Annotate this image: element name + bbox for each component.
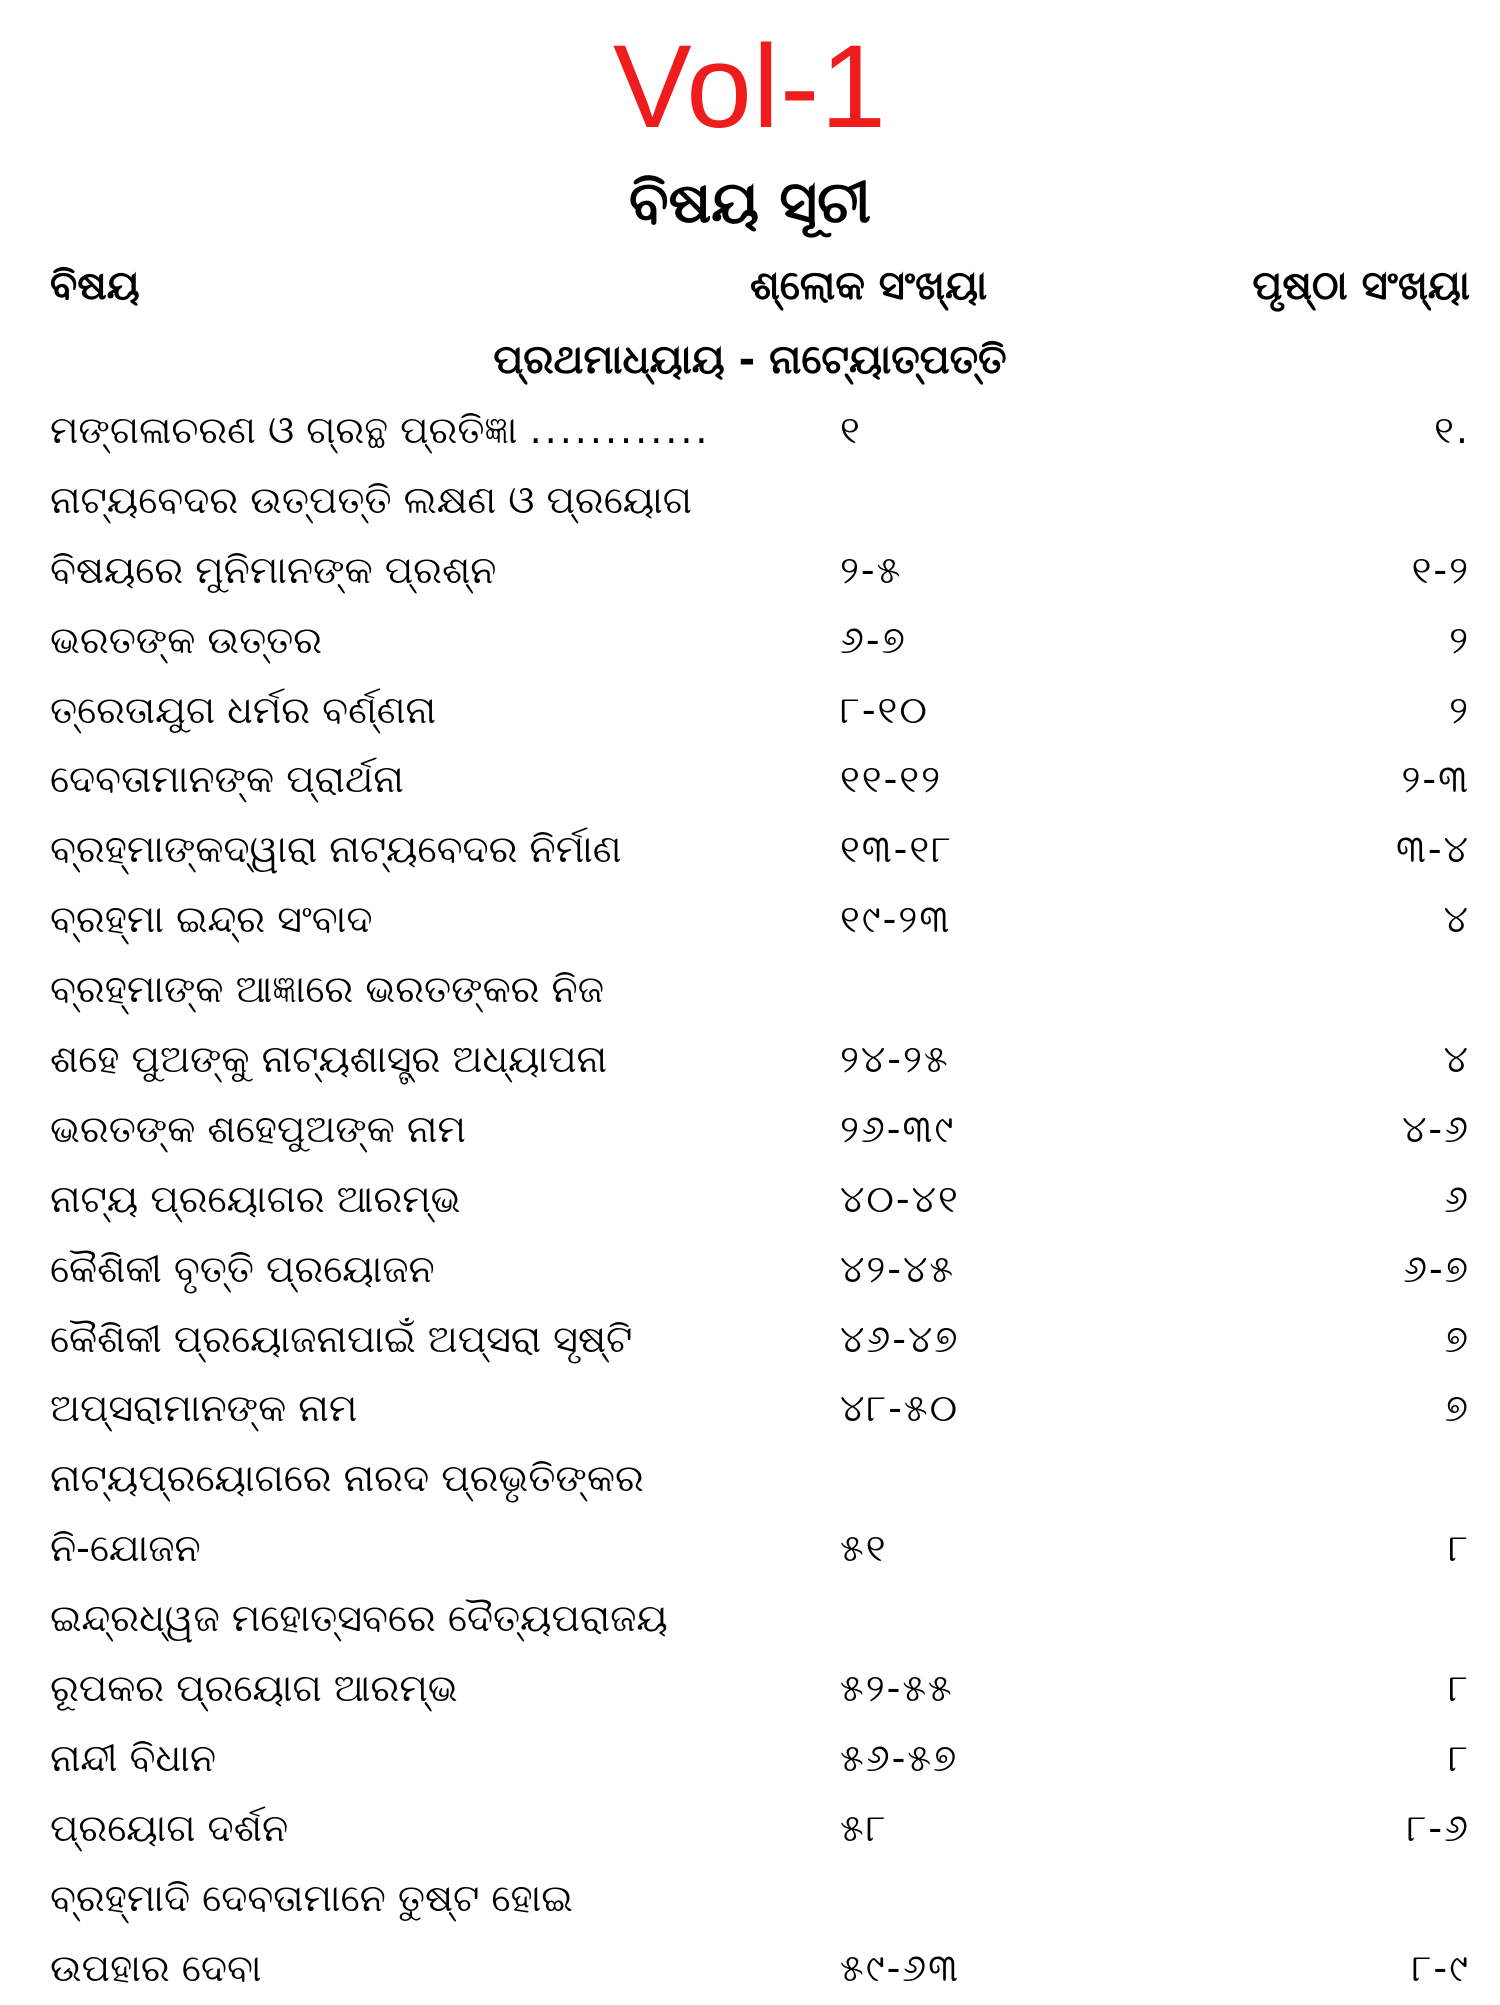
leader-dots: ............ <box>529 408 711 452</box>
toc-topic: ବ୍ରହ୍ମାଙ୍କ ଆଜ୍ଞାରେ ଭରତଙ୍କର ନିଜ <box>50 967 604 1012</box>
toc-verses: ୧୧-୧୨ <box>840 757 943 802</box>
toc-topic: କୈଶିକୀ ପ୍ରୟୋଜନାପାଇଁ ଅପ୍ସରା ସୃଷ୍ଟି <box>50 1316 633 1361</box>
toc-topic: କୈଶିକୀ ବୃତ୍ତି ପ୍ରୟୋଜନ <box>50 1246 435 1291</box>
toc-row <box>0 1097 1500 1167</box>
toc-topic: ମଙ୍ଗଳାଚରଣ ଓ ଗ୍ରନ୍ଥ ପ୍ରତିଜ୍ଞା ............ <box>50 408 711 452</box>
chapter-heading: ପ୍ରଥମାଧ୍ୟାୟ - ନାଟ୍ୟୋତ୍ପତ୍ତି <box>493 337 1007 383</box>
toc-verses: ୫୧ <box>840 1526 888 1571</box>
toc-page: ୧-୨ <box>1411 547 1470 592</box>
toc-row <box>0 817 1500 887</box>
toc-row <box>0 1796 1500 1866</box>
toc-row <box>0 1866 1500 1936</box>
toc-topic: ଅପ୍ସରାମାନଙ୍କ ନାମ <box>50 1386 358 1431</box>
toc-page: ୮ <box>1448 1526 1470 1571</box>
toc-row <box>0 957 1500 1027</box>
toc-topic: ବ୍ରହ୍ମାଦି ଦେବତାମାନେ ତୁଷ୍ଟ ହୋଇ <box>50 1875 573 1920</box>
toc-row <box>0 887 1500 957</box>
toc-row <box>0 1027 1500 1097</box>
toc-verses: ୪୦-୪୧ <box>840 1176 960 1221</box>
toc-verses: ୨୬-୩୯ <box>840 1106 956 1151</box>
toc-verses: ୫୨-୫୫ <box>840 1666 954 1711</box>
toc-page: ୮-୬ <box>1406 1805 1470 1850</box>
toc-verses: ୮-୧୦ <box>840 687 929 732</box>
toc-topic: ବ୍ରହ୍ମା ଇନ୍ଦ୍ର ସଂବାଦ <box>50 897 373 942</box>
toc-topic: ଶହେ ପୁଅଙ୍କୁ ନାଟ୍ୟଶାସ୍ତ୍ର ଅଧ୍ୟାପନା <box>50 1037 608 1082</box>
toc-page: ୨-୩ <box>1401 757 1470 802</box>
toc-verses: ୨-୫ <box>840 547 903 592</box>
page-title: ବିଷୟ ସୂଚୀ <box>628 168 872 236</box>
toc-topic: ଦେବତାମାନଙ୍କ ପ୍ରାର୍ଥନା <box>50 757 404 802</box>
toc-verses: ୧୯-୨୩ <box>840 897 952 942</box>
toc-row <box>0 1586 1500 1656</box>
header-page-count: ପୃଷ୍ଠା ସଂଖ୍ୟା <box>1252 263 1470 309</box>
toc-page: ୧. <box>1434 408 1470 452</box>
toc-topic: ଭରତଙ୍କ ଉତ୍ତର <box>50 617 323 662</box>
toc-page: ୪ <box>1443 897 1470 942</box>
toc-row <box>0 1936 1500 2005</box>
toc-verses: ୫୯-୬୩ <box>840 1945 961 1990</box>
toc-verses: ୪୨-୪୫ <box>840 1246 956 1291</box>
toc-verses: ୪୬-୪୭ <box>840 1316 960 1361</box>
toc-row <box>0 1376 1500 1446</box>
toc-page: ୩-୪ <box>1396 827 1470 872</box>
toc-page: ୪-୬ <box>1402 1106 1470 1151</box>
toc-verses: ୪୮-୫୦ <box>840 1386 960 1431</box>
toc-row <box>0 1516 1500 1586</box>
toc-topic: ବିଷୟରେ ମୁନିମାନଙ୍କ ପ୍ରଶ୍ନ <box>50 547 497 592</box>
toc-topic: ଉପହାର ଦେବା <box>50 1945 262 1990</box>
toc-topic: ଇନ୍ଦ୍ରଧ୍ୱଜ ମହୋତ୍ସବରେ ଦୈତ୍ୟପରାଜୟ <box>50 1596 668 1641</box>
toc-topic: ନାଟ୍ୟବେଦର ଉତ୍ପତ୍ତି ଲକ୍ଷଣ ଓ ପ୍ରୟୋଗ <box>50 477 692 522</box>
toc-topic: ନି-ଯୋଜନ <box>50 1526 201 1571</box>
toc-topic: ଭରତଙ୍କ ଶହେପୁଅଙ୍କ ନାମ <box>50 1106 466 1151</box>
toc-verses: ୬-୭ <box>840 617 907 662</box>
toc-topic: ପ୍ରୟୋଗ ଦର୍ଶନ <box>50 1805 289 1850</box>
volume-label: Vol-1 <box>613 21 887 153</box>
toc-page: ୭ <box>1444 1316 1470 1361</box>
toc-row <box>0 1726 1500 1796</box>
toc-row <box>0 1167 1500 1237</box>
toc-page: ୨ <box>1449 617 1470 662</box>
toc-row <box>0 747 1500 817</box>
toc-topic: ନାଟ୍ୟପ୍ରୟୋଗରେ ନାରଦ ପ୍ରଭୃତିଙ୍କର <box>50 1456 644 1501</box>
toc-verses: ୫୮ <box>840 1805 888 1850</box>
toc-page: ୮ <box>1448 1666 1470 1711</box>
toc-row <box>0 538 1500 608</box>
toc-list <box>0 398 1500 2005</box>
toc-page: ୮-୯ <box>1411 1945 1470 1990</box>
toc-page: ୪ <box>1443 1037 1470 1082</box>
toc-topic: ନାଟ୍ୟ ପ୍ରୟୋଗର ଆରମ୍ଭ <box>50 1176 461 1221</box>
toc-page: ୬ <box>1444 1176 1470 1221</box>
toc-topic: ବ୍ରହ୍ମାଙ୍କଦ୍ୱାରା ନାଟ୍ୟବେଦର ନିର୍ମାଣ <box>50 827 622 872</box>
toc-page: ୮ <box>1448 1735 1470 1780</box>
toc-row <box>0 678 1500 748</box>
toc-topic: ନାନ୍ଦୀ ବିଧାନ <box>50 1735 217 1780</box>
toc-verses: ୧୩-୧୮ <box>840 827 954 872</box>
toc-topic: ରୂପକର ପ୍ରୟୋଗ ଆରମ୍ଭ <box>50 1666 458 1711</box>
toc-row <box>0 468 1500 538</box>
header-topic: ବିଷୟ <box>50 263 140 309</box>
toc-row <box>0 1237 1500 1307</box>
toc-page: ୬-୭ <box>1403 1246 1470 1291</box>
toc-row <box>0 1446 1500 1516</box>
toc-row <box>0 1656 1500 1726</box>
toc-page: ୨ <box>1449 687 1470 732</box>
toc-verses: ୨୪-୨୫ <box>840 1037 950 1082</box>
toc-topic: ତ୍ରେତାଯୁଗ ଧର୍ମର ବର୍ଣ୍ଣନା <box>50 687 437 732</box>
toc-row <box>0 1307 1500 1377</box>
toc-row <box>0 608 1500 678</box>
toc-page: ୭ <box>1444 1386 1470 1431</box>
toc-row <box>0 398 1500 468</box>
toc-verses: ୧ <box>840 408 862 452</box>
header-verse-count: ଶ୍ଲୋକ ସଂଖ୍ୟା <box>750 263 988 309</box>
toc-verses: ୫୬-୫୭ <box>840 1735 959 1780</box>
